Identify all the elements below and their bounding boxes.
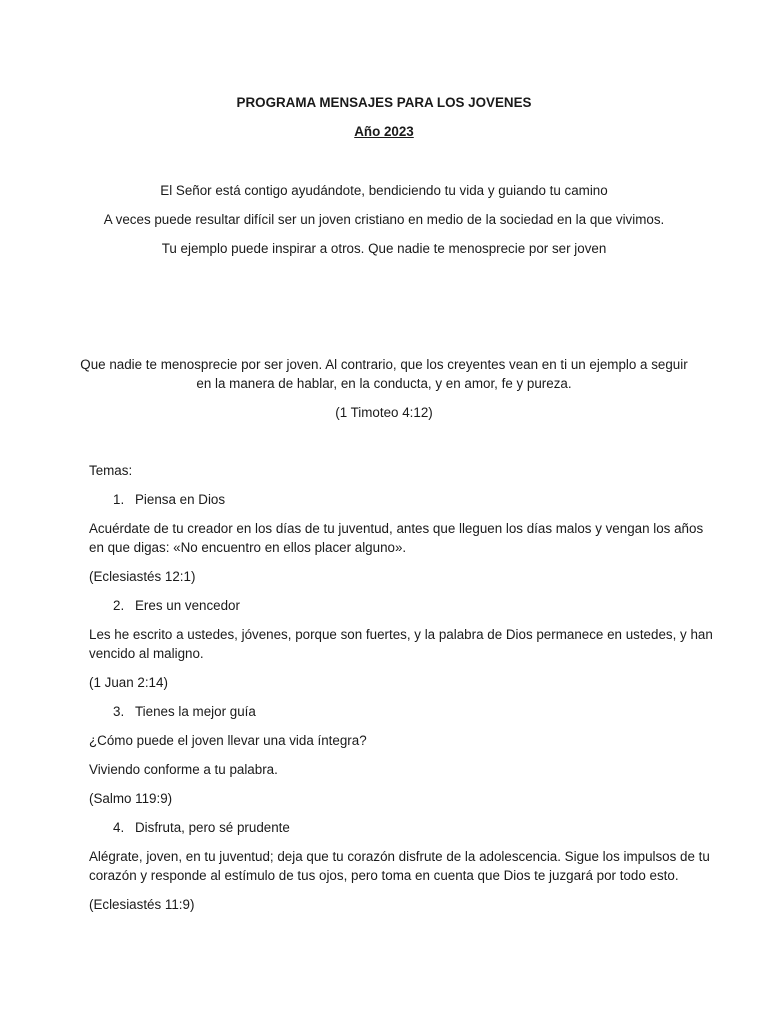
theme-number: 1.	[113, 492, 125, 507]
theme-2-text-line-1: Les he escrito a ustedes, jóvenes, porque son fuertes, y la palabra de Dios permanece en ustedes, y han	[89, 627, 713, 642]
intro-line-1: El Señor está contigo ayudándote, bendiciendo tu vida y guiando tu camino	[160, 183, 608, 198]
verse-reference: (1 Timoteo 4:12)	[335, 405, 433, 420]
theme-3-text-line-1: ¿Cómo puede el joven llevar una vida íntegra?	[89, 733, 367, 748]
theme-heading-2	[0, 596, 768, 615]
theme-3-text-line-2: Viviendo conforme a tu palabra.	[89, 762, 278, 777]
theme-heading-4	[0, 818, 768, 837]
theme-heading-3	[0, 702, 768, 721]
theme-number: 2.	[113, 598, 125, 613]
theme-title: Tienes la mejor guía	[135, 704, 256, 719]
theme-title: Eres un vencedor	[135, 598, 240, 613]
theme-1-text-line-1: Acuérdate de tu creador en los días de tu juventud, antes que lleguen los días malos y vengan los años	[89, 521, 704, 536]
theme-heading-1	[0, 490, 768, 509]
themes-label: Temas:	[89, 463, 133, 478]
document-title: PROGRAMA MENSAJES PARA LOS JOVENES	[236, 95, 532, 110]
theme-2-text-line-2: vencido al maligno.	[89, 646, 204, 661]
theme-1-text-line-2: en que digas: «No encuentro en ellos placer alguno».	[89, 540, 407, 555]
theme-2-reference: (1 Juan 2:14)	[89, 675, 168, 690]
intro-line-3: Tu ejemplo puede inspirar a otros. Que nadie te menosprecie por ser joven	[161, 241, 607, 256]
theme-title: Piensa en Dios	[135, 492, 226, 507]
verse-line-1: Que nadie te menosprecie por ser joven. Al contrario, que los creyentes vean en ti un ejemplo a seguir	[80, 357, 688, 372]
theme-4-text-line-1: Alégrate, joven, en tu juventud; deja que tu corazón disfrute de la adolescencia. Sigue los impulsos de tu	[89, 849, 710, 864]
theme-number: 3.	[113, 704, 125, 719]
intro-line-2: A veces puede resultar difícil ser un joven cristiano en medio de la sociedad en la que vivimos.	[103, 212, 665, 227]
document-year: Año 2023	[354, 124, 414, 139]
theme-4-text-line-2: corazón y responde al estímulo de tus ojos, pero toma en cuenta que Dios te juzgará por todo esto.	[89, 868, 679, 883]
theme-1-reference: (Eclesiastés 12:1)	[89, 569, 196, 584]
theme-title: Disfruta, pero sé prudente	[135, 820, 290, 835]
theme-number: 4.	[113, 820, 125, 835]
theme-3-reference: (Salmo 119:9)	[89, 791, 173, 806]
theme-4-reference: (Eclesiastés 11:9)	[89, 897, 195, 912]
verse-line-2: en la manera de hablar, en la conducta, y en amor, fe y pureza.	[196, 376, 572, 391]
